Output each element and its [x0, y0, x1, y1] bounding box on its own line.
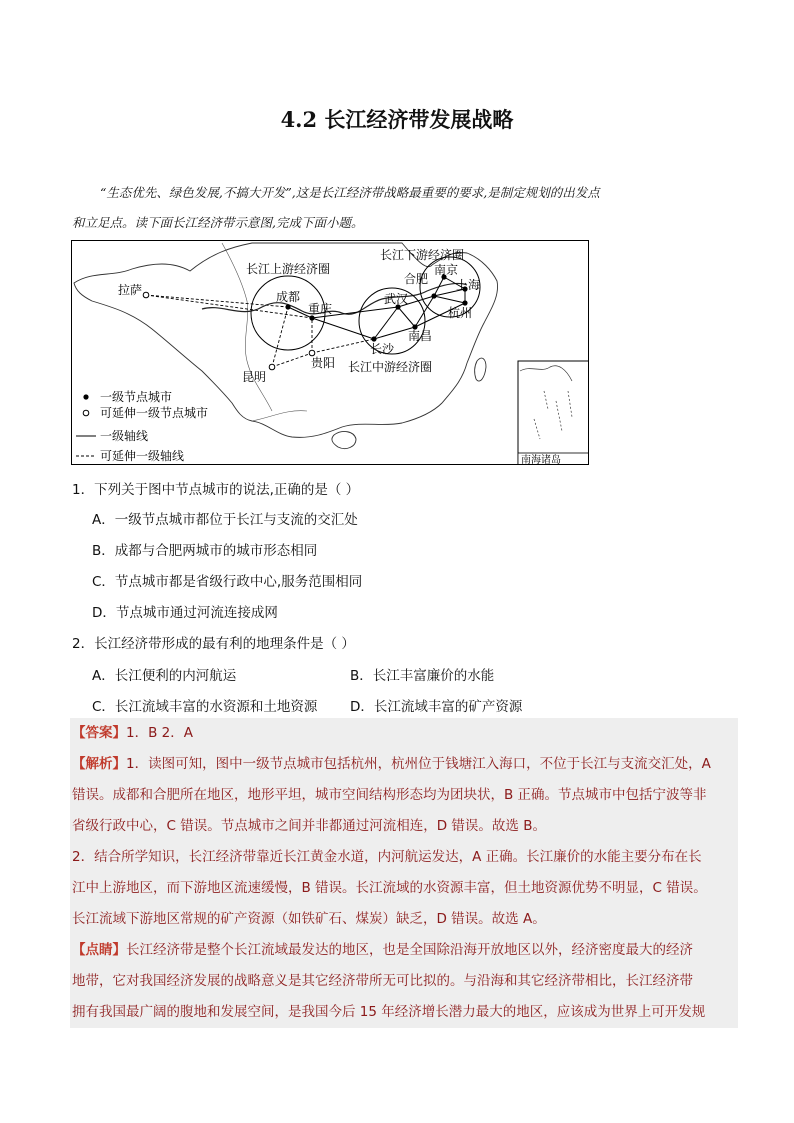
label-inset: 南海诸岛	[521, 455, 561, 465]
label-nanjing: 南京	[434, 263, 459, 277]
hainan-island	[332, 432, 356, 449]
label-kunming: 昆明	[242, 370, 267, 384]
analysis-line-5: 江中上游地区，而下游地区流速缓慢，B 错误。长江流域的水资源丰富，但土地资源优势不明显，C 错误。	[72, 880, 707, 896]
q1-option-b: B．成都与合肥两城市的城市形态相同	[92, 543, 318, 559]
label-chongqing: 重庆	[308, 302, 333, 316]
answer-line	[72, 718, 736, 749]
q2-option-c: C．长江流域丰富的水资源和土地资源	[92, 699, 318, 715]
legend-ext-axis: 可延伸一级轴线	[100, 449, 185, 463]
analysis-line-3: 省级行政中心，C 错误。节点城市之间并非都通过河流相连，D 错误。故选 B。	[72, 818, 546, 834]
answer-text: 1．B 2．A	[126, 725, 193, 741]
q2-option-a: A．长江便利的内河航运	[92, 668, 237, 684]
intro-line-1: “生态优先、绿色发展,不搞大开发”,这是长江经济带战略最重要的要求,是制定规划的出发点	[100, 185, 600, 200]
label-hangzhou: 杭州	[448, 306, 473, 320]
label-guiyang: 贵阳	[311, 356, 336, 370]
q2-option-b: B．长江丰富廉价的水能	[350, 668, 495, 684]
analysis-line-4: 2．结合所学知识，长江经济带靠近长江黄金水道，内河航运发达，A 正确。长江廉价的水能主要分布在长	[72, 849, 702, 865]
label-hefei: 合肥	[404, 272, 429, 286]
yangtze-economic-belt-map	[71, 240, 589, 465]
answer-tag: 【答案】	[72, 725, 126, 741]
label-lhasa: 拉萨	[118, 283, 143, 297]
label-nanchang: 南昌	[408, 329, 433, 343]
analysis-text-1: 1．读图可知，图中一级节点城市包括杭州，杭州位于钱塘江入海口，不位于长江与支流交汇处，A	[126, 756, 711, 772]
tip-text-1: 长江经济带是整个长江流域最发达的地区，也是全国除沿海开放地区以外，经济密度最大的经济	[126, 942, 693, 958]
q1-option-d: D．节点城市通过河流连接成网	[92, 605, 278, 621]
analysis-line-6: 长江流域下游地区常规的矿产资源（如铁矿石、煤炭）缺乏，D 错误。故选 A。	[72, 911, 546, 927]
label-shanghai: 上海	[456, 278, 481, 292]
question-1-stem: 1．下列关于图中节点城市的说法,正确的是（ ）	[72, 482, 360, 498]
tip-line-1	[72, 935, 736, 966]
label-changsha: 长沙	[370, 342, 395, 356]
question-2-stem: 2．长江经济带形成的最有利的地理条件是（ ）	[72, 636, 355, 652]
intro-line-2: 和立足点。读下面长江经济带示意图,完成下面小题。	[72, 215, 364, 230]
answer-block	[70, 718, 738, 1028]
analysis-tag: 【解析】	[72, 756, 126, 772]
analysis-line-2: 错误。成都和合肥所在地区，地形平坦，城市空间结构形态均为团块状，B 正确。节点城市中包括宁波等非	[72, 787, 707, 803]
q1-option-c: C．节点城市都是省级行政中心,服务范围相同	[92, 574, 363, 590]
tip-line-2: 地带，它对我国经济发展的战略意义是其它经济带所无可比拟的。与沿海和其它经济带相比，长江经济带	[72, 973, 693, 989]
tip-tag: 【点睛】	[72, 942, 126, 958]
label-lower-circle: 长江下游经济圈	[380, 248, 465, 262]
map-legend	[76, 389, 208, 463]
south-china-sea-inset	[518, 361, 589, 465]
label-upper-circle: 长江上游经济圈	[246, 262, 331, 276]
analysis-line-1	[72, 749, 736, 780]
page-title: 4.2 长江经济带发展战略	[280, 107, 514, 132]
label-chengdu: 成都	[276, 290, 301, 304]
legend-first-axis: 一级轴线	[100, 429, 149, 443]
q1-option-a: A．一级节点城市都位于长江与支流的交汇处	[92, 512, 358, 528]
label-middle-circle: 长江中游经济圈	[348, 360, 433, 374]
q2-option-d: D．长江流域丰富的矿产资源	[350, 699, 523, 715]
tip-line-3: 拥有我国最广阔的腹地和发展空间，是我国今后 15 年经济增长潜力最大的地区，应该成为世界上可开发规	[72, 1004, 706, 1020]
label-wuhan: 武汉	[384, 292, 409, 306]
yangtze-river	[202, 283, 467, 314]
legend-first-city: 一级节点城市	[100, 390, 173, 404]
taiwan-island	[475, 358, 486, 381]
legend-ext-city: 可延伸一级节点城市	[100, 406, 209, 420]
extend-axis-lines	[146, 295, 374, 367]
